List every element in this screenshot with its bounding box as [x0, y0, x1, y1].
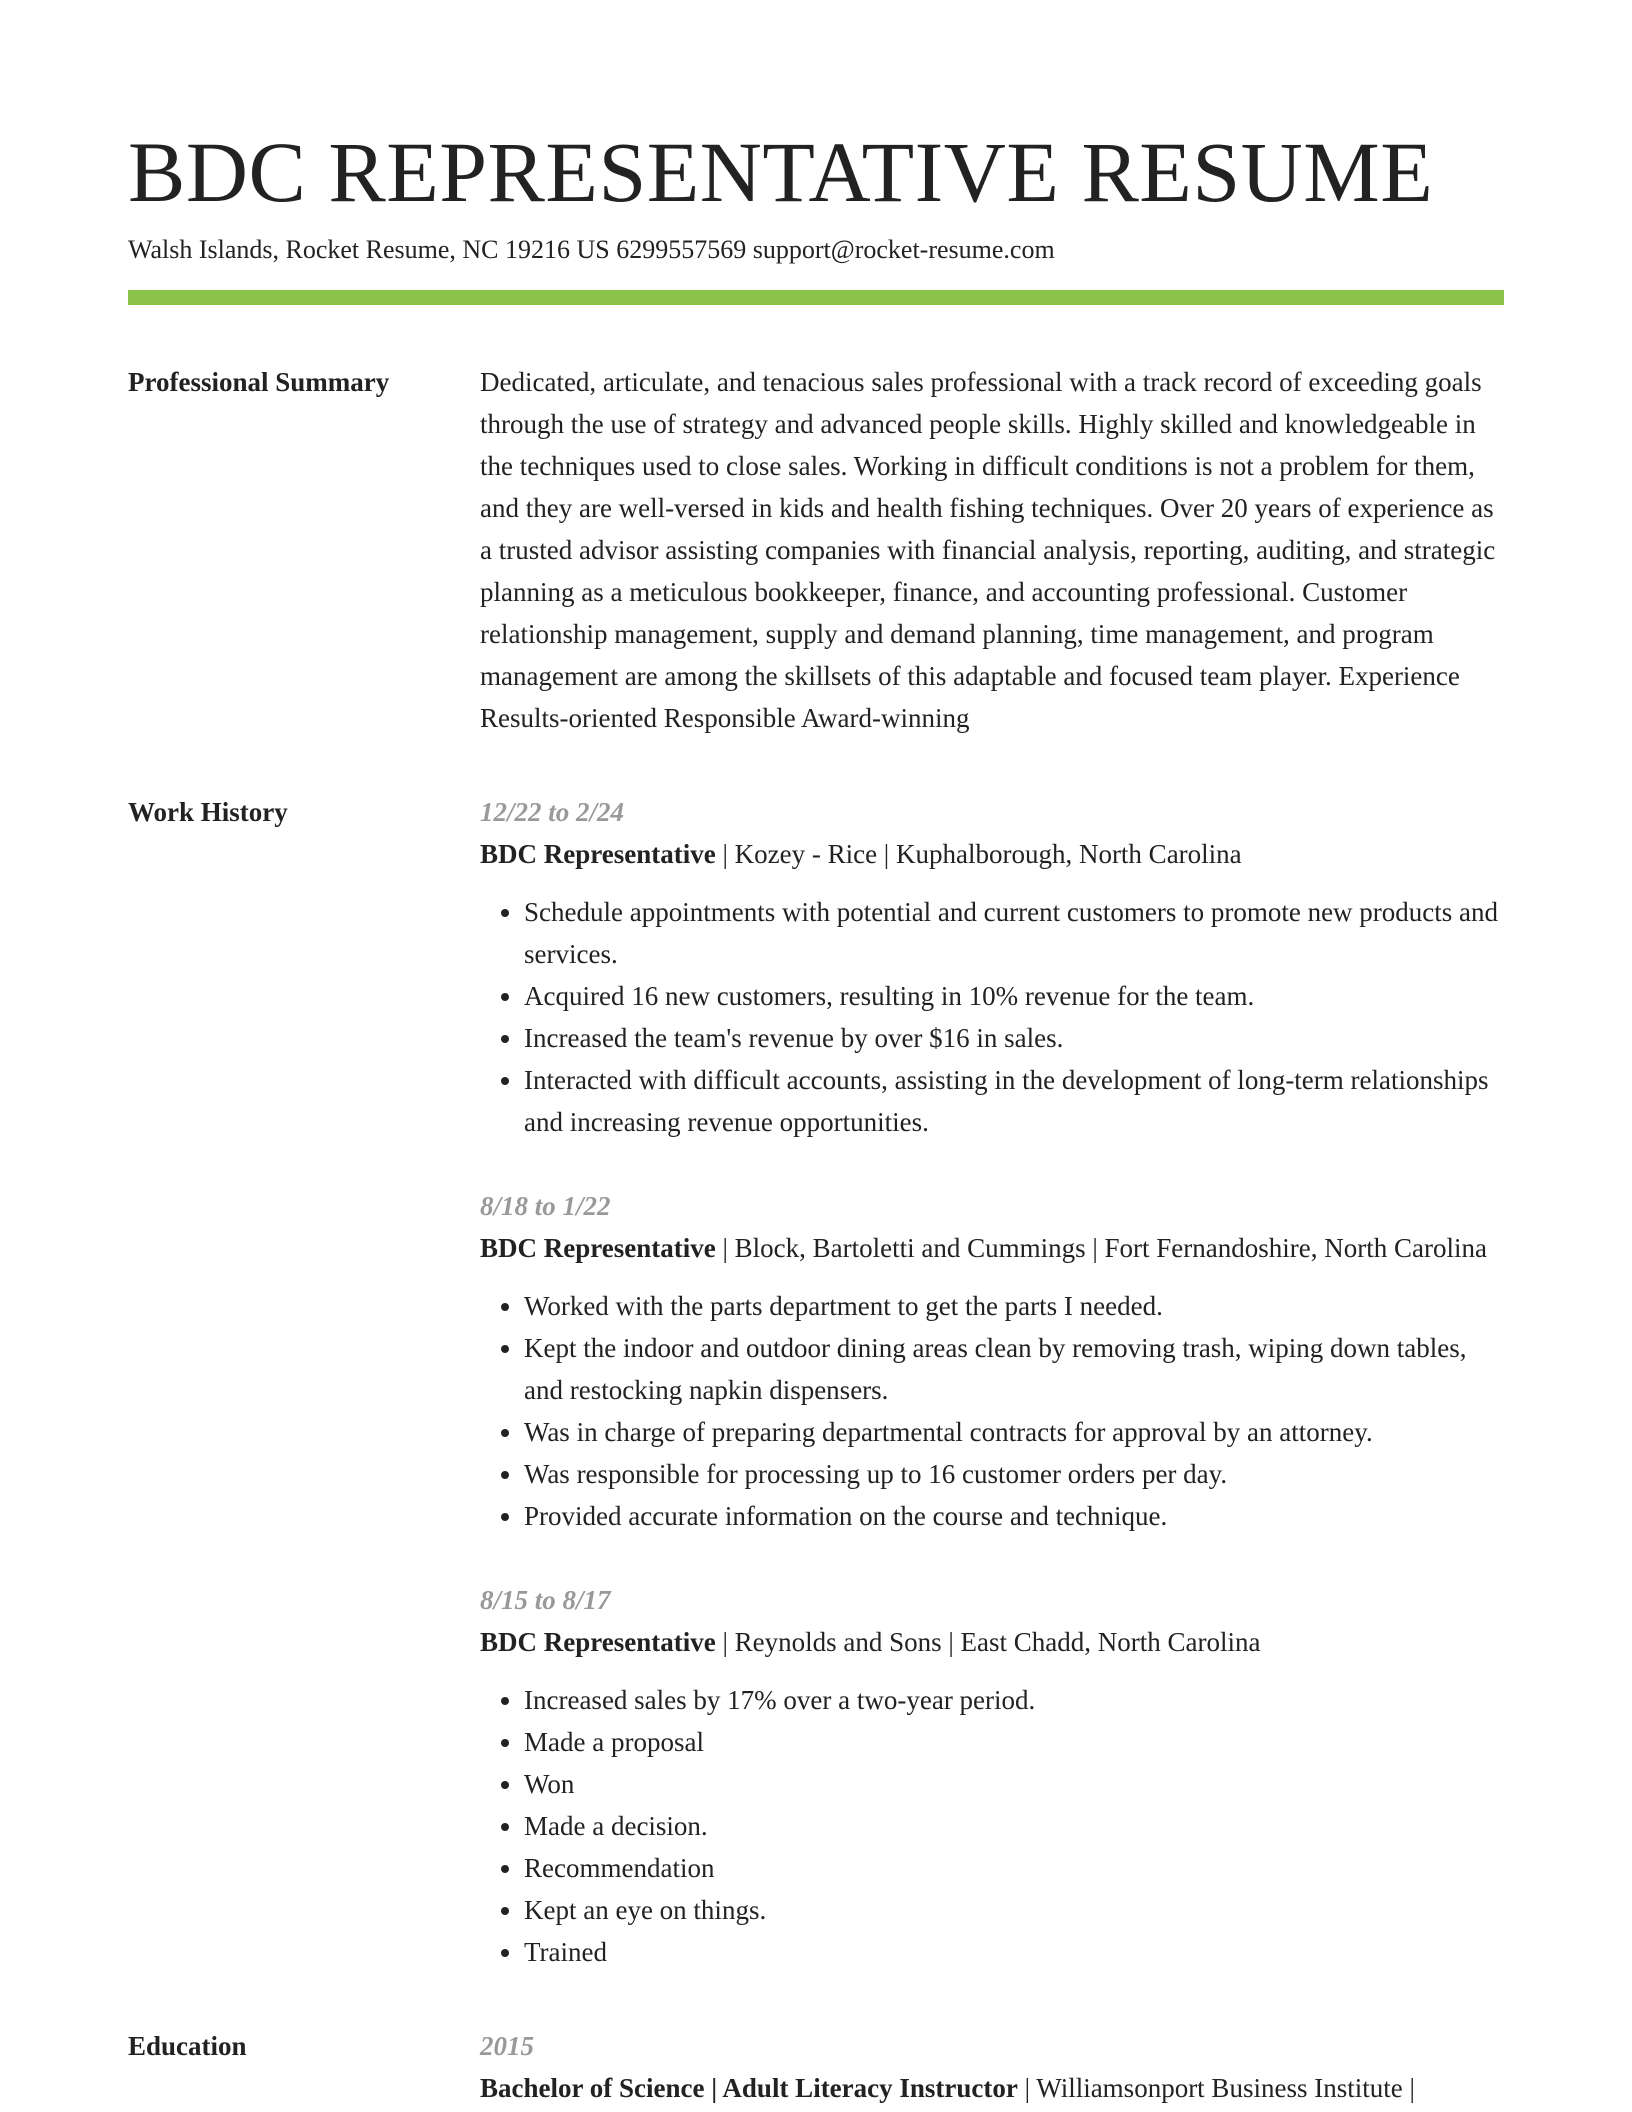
section-label-summary: Professional Summary [128, 367, 390, 397]
job-heading [480, 1227, 1504, 1269]
job-dates: 8/18 to 1/22 [480, 1191, 611, 1221]
list-item: • Increased the team's revenue by over $16 in sales. [524, 1017, 1504, 1059]
header-divider [128, 290, 1504, 305]
section-label-education: Education [128, 2031, 247, 2061]
list-item: • Kept the indoor and outdoor dining areas clean by removing trash, wiping down tables, and restocking napkin dispensers. [524, 1327, 1504, 1411]
summary-body [480, 361, 1504, 739]
job-heading [480, 833, 1504, 875]
list-item: • Provided accurate information on the course and technique. [524, 1495, 1504, 1537]
summary-section [128, 361, 1504, 739]
job-details: | Block, Bartoletti and Cummings | Fort Fernandoshire, North Carolina [715, 1233, 1487, 1263]
list-item: • Schedule appointments with potential and current customers to promote new products and services. [524, 891, 1504, 975]
education-section [128, 2025, 1504, 2109]
job-bullets [480, 891, 1504, 1143]
list-item: • Worked with the parts department to get the parts I needed. [524, 1285, 1504, 1327]
job-details: | Kozey - Rice | Kuphalborough, North Carolina [715, 839, 1242, 869]
job-entry [480, 1185, 1504, 1537]
resume-title: BDC REPRESENTATIVE RESUME [128, 124, 1434, 220]
summary-text: Dedicated, articulate, and tenacious sales professional with a track record of exceeding goals through the use of strategy and advanced people skills. Highly skilled and knowledgeable in the techniques used to close sales. Working in difficult conditions is not a problem for them, and they are well-versed in kids and health fishing techniques. Over 20 years of experience as a trusted advisor assisting companies with financial analysis, reporting, auditing, and strategic planning as a meticulous bookkeeper, finance, and accounting professional. Customer relationship management, supply and demand planning, time management, and program management are among the skillsets of this adaptable and focused team player. Experience Results-oriented Responsible Award-winning [480, 367, 1496, 733]
list-item: • Trained [524, 1931, 1504, 1973]
list-item: • Won [524, 1763, 1504, 1805]
list-item: • Kept an eye on things. [524, 1889, 1504, 1931]
list-item: • Made a proposal [524, 1721, 1504, 1763]
section-label-work-history: Work History [128, 797, 288, 827]
job-dates: 12/22 to 2/24 [480, 797, 625, 827]
job-title: BDC Representative [480, 1233, 716, 1263]
contact-line: Walsh Islands, Rocket Resume, NC 19216 US 6299557569 support@rocket-resume.com [128, 235, 1055, 264]
education-details: | Williamsonport Business Institute | [1017, 2073, 1415, 2103]
job-bullets [480, 1285, 1504, 1537]
work-history-section [128, 791, 1504, 1973]
job-entry [480, 1579, 1504, 1973]
job-bullets [480, 1679, 1504, 1973]
job-title: BDC Representative [480, 839, 716, 869]
job-entry [480, 791, 1504, 1143]
list-item: • Was in charge of preparing departmental contracts for approval by an attorney. [524, 1411, 1504, 1453]
job-title: BDC Representative [480, 1627, 716, 1657]
list-item: • Acquired 16 new customers, resulting in 10% revenue for the team. [524, 975, 1504, 1017]
education-heading [480, 2067, 1504, 2109]
resume-page [128, 124, 1504, 2109]
education-year: 2015 [480, 2031, 534, 2061]
job-details: | Reynolds and Sons | East Chadd, North Carolina [715, 1627, 1261, 1657]
education-body [480, 2025, 1504, 2109]
list-item: • Increased sales by 17% over a two-year period. [524, 1679, 1504, 1721]
list-item: • Interacted with difficult accounts, assisting in the development of long-term relationships and increasing revenue opportunities. [524, 1059, 1504, 1143]
list-item: • Made a decision. [524, 1805, 1504, 1847]
job-heading [480, 1621, 1504, 1663]
list-item: • Recommendation [524, 1847, 1504, 1889]
list-item: • Was responsible for processing up to 16 customer orders per day. [524, 1453, 1504, 1495]
work-history-body [480, 791, 1504, 1973]
job-dates: 8/15 to 8/17 [480, 1585, 611, 1615]
degree-title: Bachelor of Science | Adult Literacy Instructor [480, 2073, 1018, 2103]
